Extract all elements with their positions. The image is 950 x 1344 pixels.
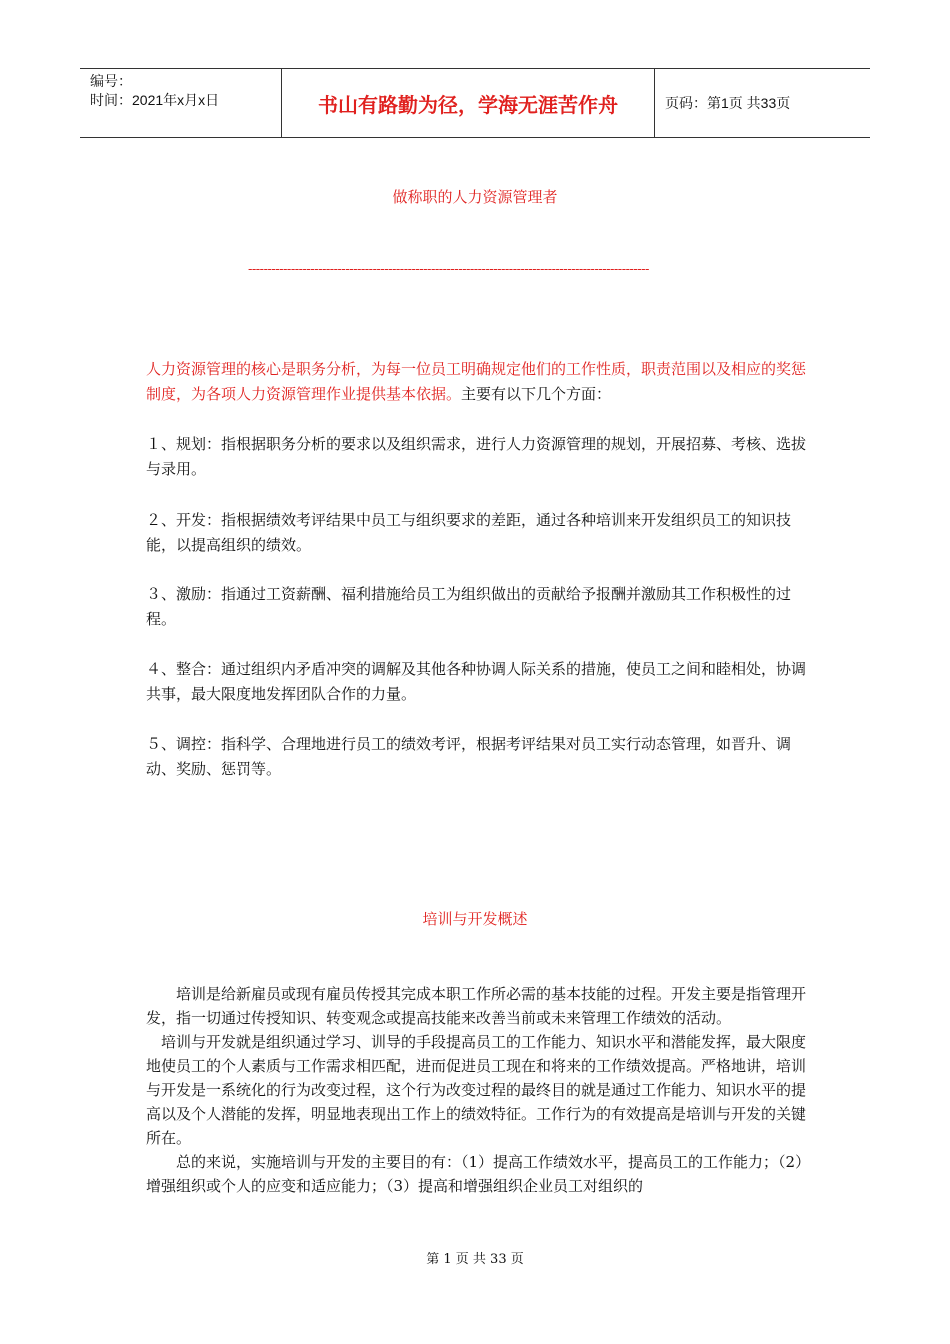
training-paragraph-definition: 培训是给新雇员或现有雇员传授其完成本职工作所必需的基本技能的过程。开发主要是指管理开发，指一切通过传授知识、转变观念或提高技能来改善当前或未来管理工作绩效的活动。	[146, 985, 807, 1027]
list-item-integration: ４、整合：通过组织内矛盾冲突的调解及其他各种协调人际关系的措施，使员工之间和睦相处，协调共事，最大限度地发挥团队合作的力量。	[146, 660, 807, 703]
header-page-info: 页码：第1页 共33页	[665, 95, 791, 111]
list-item-development: ２、开发：指根据绩效考评结果中员工与组织要求的差距，通过各种培训来开发组织员工的知识技能，以提高组织的绩效。	[146, 511, 792, 554]
section-title-training: 培训与开发概述	[422, 910, 528, 928]
list-item-control: ５、调控：指科学、合理地进行员工的绩效考评，根据考评结果对员工实行动态管理，如晋升、调动、奖励、惩罚等。	[146, 735, 792, 778]
section-title-hr-manager: 做称职的人力资源管理者	[392, 188, 558, 206]
list-item-incentive: ３、激励：指通过工资薪酬、福利措施给员工为组织做出的贡献给予报酬并激励其工作积极性的过程。	[146, 585, 792, 628]
list-item-planning: １、规划：指根据职务分析的要求以及组织需求，进行人力资源管理的规划，开展招募、考核、选拔与录用。	[146, 435, 807, 478]
intro-red-text: 人力资源管理的核心是职务分析，为每一位员工明确规定他们的工作性质，职责范围以及相应的奖惩制度，为各项人力资源管理作业提供基本依据。	[146, 360, 807, 403]
intro-paragraph	[146, 357, 812, 407]
training-paragraph-purpose: 培训与开发就是组织通过学习、训导的手段提高员工的工作能力、知识水平和潜能发挥，最大限度地使员工的个人素质与工作需求相匹配，进而促进员工现在和将来的工作绩效提高。严格地讲，培训与开发是一系统化的行为改变过程，这个行为改变过程的最终目的就是通过工作能力、知识水平的提高以及个人潜能的发挥，明显地表现出工作上的绩效特征。工作行为的有效提高是培训与开发的关键所在。	[146, 1033, 807, 1147]
intro-black-text: 主要有以下几个方面：	[461, 385, 612, 403]
training-body	[146, 982, 812, 1198]
time-label: 时间：2021年x月x日	[90, 92, 220, 108]
page-footer: 第 1 页 共 33 页	[426, 1252, 524, 1267]
title-divider: -------------------------------------------------------------------------------------------------------	[248, 262, 649, 277]
code-label: 编号：	[90, 73, 132, 89]
header-meta-cell	[80, 69, 282, 137]
training-paragraph-goals: 总的来说，实施培训与开发的主要目的有：（1）提高工作绩效水平，提高员工的工作能力；（2）增强组织或个人的应变和适应能力；（3）提高和增强组织企业员工对组织的	[146, 1153, 811, 1195]
header-motto: 书山有路勤为径，学海无涯苦作舟	[282, 69, 655, 137]
document-header	[80, 68, 870, 138]
